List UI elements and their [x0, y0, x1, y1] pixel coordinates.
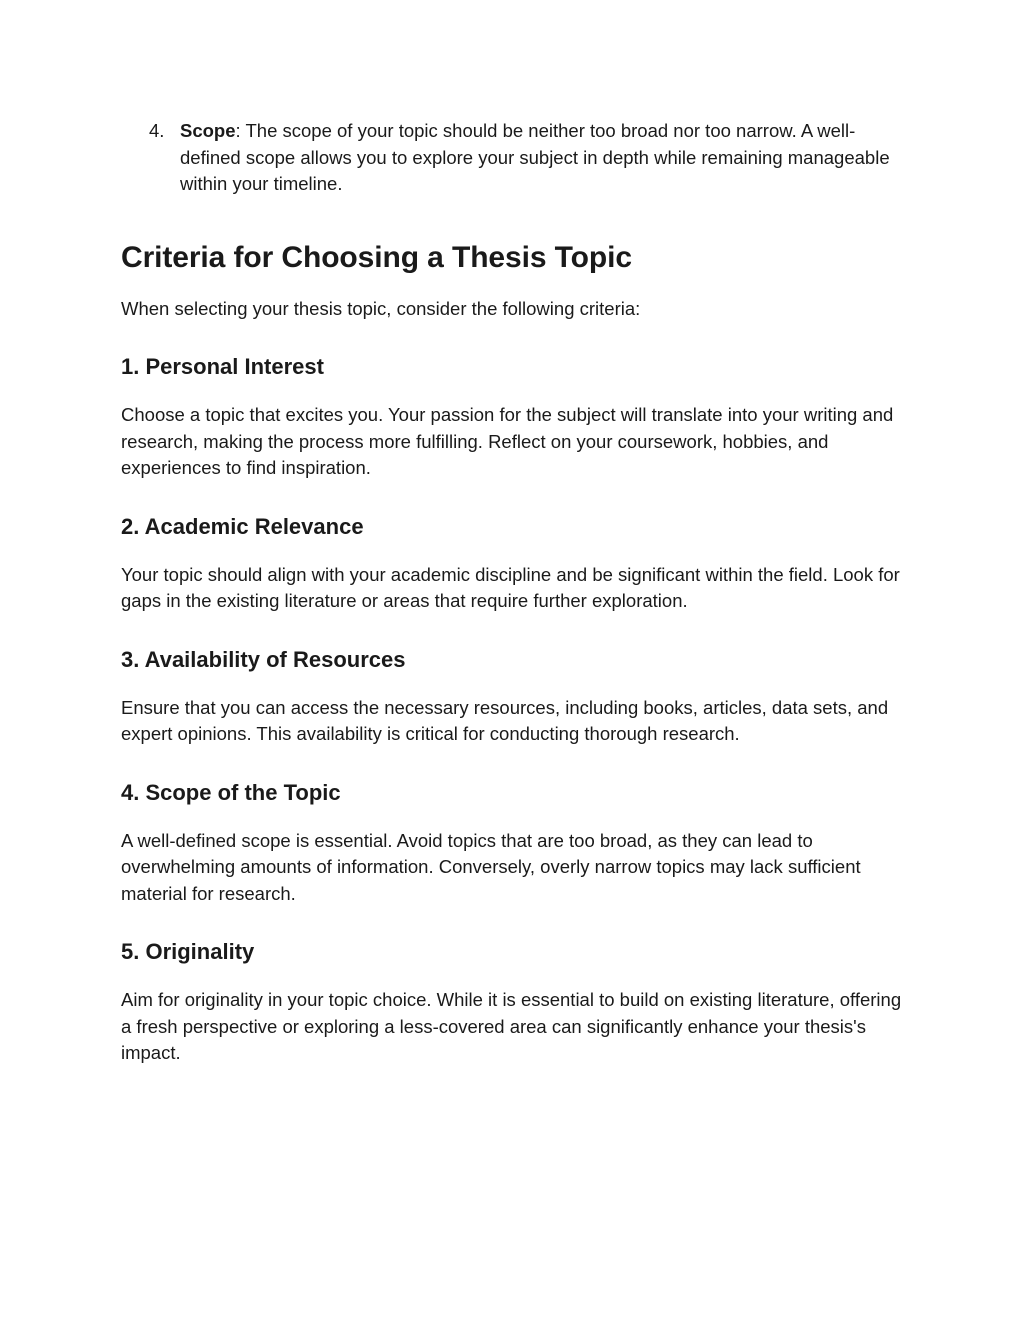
- criterion-heading-academic-relevance: 2. Academic Relevance: [121, 513, 364, 539]
- criterion-body-personal-interest: Choose a topic that excites you. Your passion for the subject will translate into your writing and research, making the process more fulfilling. Reflect on your coursework, hobbies, and experiences to find inspiration.: [121, 404, 894, 478]
- criterion-body-academic-relevance: Your topic should align with your academic discipline and be significant within the field. Look for gaps in the existing literature or areas that require further exploration.: [121, 563, 900, 611]
- section-heading: Criteria for Choosing a Thesis Topic: [121, 240, 632, 274]
- criterion-body-availability-of-resources: Ensure that you can access the necessary resources, including books, articles, data sets, and expert opinions. This availability is critical for conducting thorough research.: [121, 696, 889, 744]
- criterion-body-originality: Aim for originality in your topic choice. While it is essential to build on existing literature, offering a fresh perspective or exploring a less-covered area can significantly enhance your thesis's impact.: [121, 989, 902, 1063]
- criterion-heading-availability-of-resources: 3. Availability of Resources: [121, 646, 406, 672]
- criterion-body-scope-of-topic: A well-defined scope is essential. Avoid topics that are too broad, as they can lead to overwhelming amounts of information. Conversely, overly narrow topics may lack sufficient material for research.: [121, 829, 861, 904]
- list-item-scope: [120, 118, 911, 198]
- intro-paragraph: When selecting your thesis topic, consider the following criteria:: [121, 297, 641, 319]
- document-content: [121, 118, 911, 1067]
- criterion-heading-personal-interest: 1. Personal Interest: [121, 354, 324, 379]
- criterion-heading-scope-of-topic: 4. Scope of the Topic: [121, 779, 341, 805]
- list-item-description: : The scope of your topic should be neither too broad nor too narrow. A well-defined scope allows you to explore your subject in depth while remaining manageable within your timeline.: [180, 120, 890, 194]
- list-item-number: 4.: [149, 120, 165, 141]
- list-item-text: [180, 120, 890, 194]
- criterion-heading-originality: 5. Originality: [121, 939, 255, 964]
- list-item-term: Scope: [180, 120, 236, 141]
